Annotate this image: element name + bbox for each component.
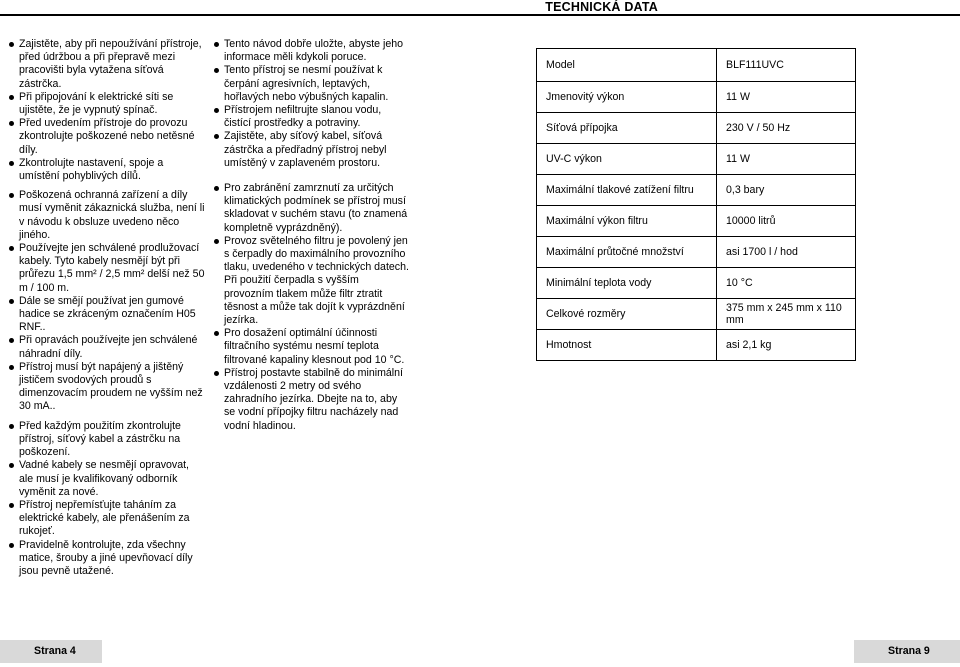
footer-page-left — [0, 640, 102, 663]
safety-column-right — [213, 38, 409, 433]
list-item: Poškozená ochranná zařízení a díly musí vyměnit zákaznická služba, není li v návodu k obsluze uvedeno něco jiného. — [8, 189, 206, 242]
spec-value: 10 °C — [717, 268, 856, 299]
list-item: Pro zabránění zamrznutí za určitých klimatických podmínek se přístroj musí skladovat v suchém stavu (to znamená kompletně vyprázdněný). — [213, 182, 409, 235]
page-number: Strana 9 — [888, 645, 930, 657]
list-item: Pravidelně kontrolujte, zda všechny matice, šrouby a jiné upevňovací díly jsou pevně utažené. — [8, 539, 206, 579]
spec-label: Celkové rozměry — [537, 299, 717, 330]
list-item: Zkontrolujte nastavení, spoje a umístění pohyblivých dílů. — [8, 157, 206, 183]
table-row — [537, 206, 856, 237]
table-row — [537, 299, 856, 330]
spec-label: Jmenovitý výkon — [537, 82, 717, 113]
list-item: Zajistěte, aby při nepoužívání přístroje, před údržbou a při přepravě mezi pracovišti byla vytažena síťová zástrčka. — [8, 38, 206, 91]
spec-value: 375 mm x 245 mm x 110 mm — [717, 299, 856, 330]
spec-label: Hmotnost — [537, 330, 717, 361]
spec-label: Model — [537, 49, 717, 82]
header-rule — [0, 14, 960, 16]
table-row — [537, 82, 856, 113]
list-item: Provoz světelného filtru je povolený jen s čerpadly do maximálního provozního tlaku, uvedeného v technických datech. Při použití čerpadla s vyšším provozním tlakem může filtr ztratit těsnost a může tak dojít k vyprázdnění jezírka. — [213, 235, 409, 327]
list-item: Vadné kabely se nesmějí opravovat, ale musí je kvalifikovaný odborník vyměnit za nové. — [8, 459, 206, 499]
spec-value: 11 W — [717, 144, 856, 175]
spec-value: BLF111UVC — [717, 49, 856, 82]
spec-value: 10000 litrů — [717, 206, 856, 237]
table-row — [537, 268, 856, 299]
spec-value: asi 2,1 kg — [717, 330, 856, 361]
list-item: Zajistěte, aby síťový kabel, síťová zástrčka a předřadný přístroj nebyl umístěný v zaplaveném prostoru. — [213, 130, 409, 170]
spec-value: 0,3 bary — [717, 175, 856, 206]
spec-label: Síťová přípojka — [537, 113, 717, 144]
table-row — [537, 144, 856, 175]
table-row — [537, 175, 856, 206]
list-item: Přístroj postavte stabilně do minimální vzdálenosti 2 metry od svého zahradního jezírka. Dbejte na to, aby se vodní přípojky filtru nacházely nad vodní hladinou. — [213, 367, 409, 433]
spec-label: Maximální průtočné množství — [537, 237, 717, 268]
table-row — [537, 49, 856, 82]
spec-value: asi 1700 l / hod — [717, 237, 856, 268]
spec-label: Maximální výkon filtru — [537, 206, 717, 237]
page-title: TECHNICKÁ DATA — [545, 0, 658, 14]
list-item: Přístroj nepřemísťujte taháním za elektrické kabely, ale přenášením za rukojeť. — [8, 499, 206, 539]
footer-page-right — [854, 640, 960, 663]
list-item: Přístrojem nefiltrujte slanou vodu, čistící prostředky a potraviny. — [213, 104, 409, 130]
list-item: Přístroj musí být napájený a jištěný jističem svodových proudů s dimenzovacím proudem ne vyšším než 30 mA.. — [8, 361, 206, 414]
list-item: Při opravách používejte jen schválené náhradní díly. — [8, 334, 206, 360]
page-number: Strana 4 — [34, 645, 76, 657]
spec-value: 11 W — [717, 82, 856, 113]
list-item: Při připojování k elektrické síti se ujistěte, že je vypnutý spínač. — [8, 91, 206, 117]
technical-data-table — [536, 48, 856, 361]
safety-column-left — [8, 38, 206, 578]
list-item: Dále se smějí používat jen gumové hadice se zkráceným označením H05 RNF.. — [8, 295, 206, 335]
spec-label: Minimální teplota vody — [537, 268, 717, 299]
list-item: Používejte jen schválené prodlužovací kabely. Tyto kabely nesmějí být při průřezu 1,5 mm² / 2,5 mm² delší než 50 m / 100 m. — [8, 242, 206, 295]
table-row — [537, 330, 856, 361]
spec-label: UV-C výkon — [537, 144, 717, 175]
list-item: Tento návod dobře uložte, abyste jeho informace měli kdykoli poruce. — [213, 38, 409, 64]
list-item: Před uvedením přístroje do provozu zkontrolujte poškozené nebo netěsné díly. — [8, 117, 206, 157]
list-item: Tento přístroj se nesmí používat k čerpání agresivních, leptavých, hořlavých nebo výbušných kapalin. — [213, 64, 409, 104]
list-item: Před každým použitím zkontrolujte přístroj, síťový kabel a zástrčku na poškození. — [8, 420, 206, 460]
table-row — [537, 113, 856, 144]
spec-label: Maximální tlakové zatížení filtru — [537, 175, 717, 206]
table-row — [537, 237, 856, 268]
spec-value: 230 V / 50 Hz — [717, 113, 856, 144]
list-item: Pro dosažení optimální účinnosti filtračního systému nesmí teplota filtrované kapaliny klesnout pod 10 °C. — [213, 327, 409, 367]
